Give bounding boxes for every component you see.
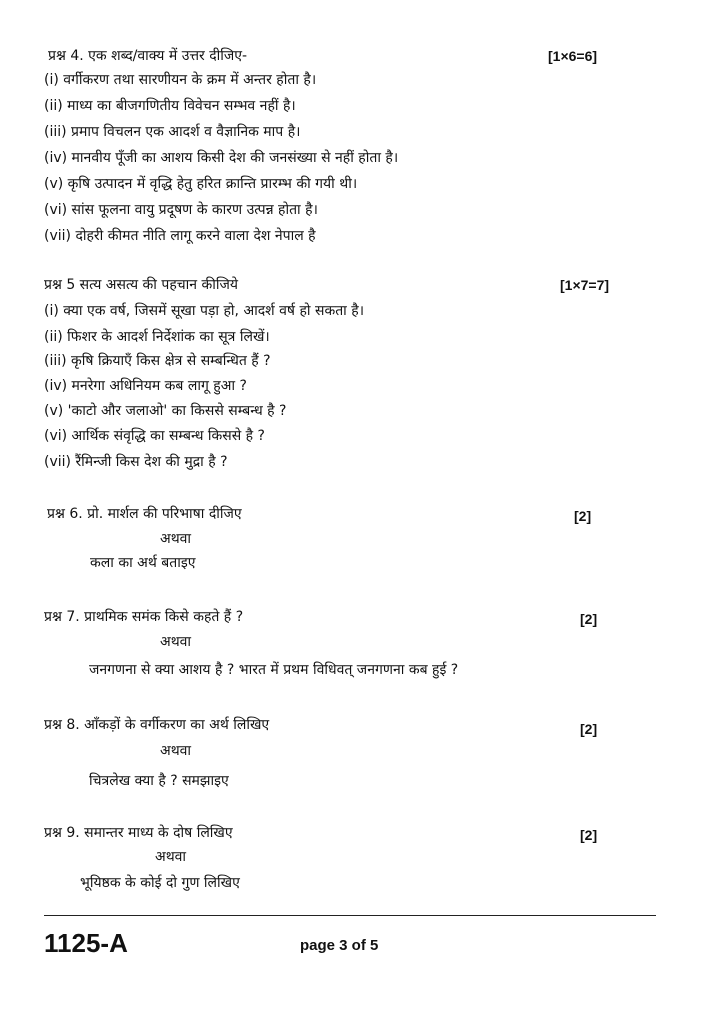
q5-item-4: (iv) मनरेगा अधिनियम कब लागू हुआ ? [44, 378, 247, 394]
q5-item-5: (v) 'काटो और जलाओ' का किससे सम्बन्ध है ? [44, 403, 287, 419]
q6-or: अथवा [160, 531, 192, 547]
q4-item-6: (vi) सांस फूलना वायु प्रदूषण के कारण उत्पन्न होता है। [44, 202, 318, 218]
q5-heading: प्रश्न 5 सत्य असत्य की पहचान कीजिये [44, 277, 239, 293]
q4-item-5: (v) कृषि उत्पादन में वृद्धि हेतु हरित क्रान्ति प्रारम्भ की गयी थी। [44, 176, 358, 192]
q6-alternate: कला का अर्थ बताइए [90, 555, 196, 571]
q8-marks: [2] [580, 721, 598, 737]
q5-item-7: (vii) रैंमिन्जी किस देश की मुद्रा है ? [44, 454, 228, 470]
q4-marks: [1×6=6] [548, 48, 598, 64]
q5-item-1: (i) क्या एक वर्ष, जिसमें सूखा पड़ा हो, आदर्श वर्ष हो सकता है। [44, 303, 365, 319]
q7-marks: [2] [580, 611, 598, 627]
page-number: page 3 of 5 [300, 937, 379, 954]
q8-question: प्रश्न 8. आँकड़ों के वर्गीकरण का अर्थ लिखिए [44, 717, 270, 733]
q7-alternate: जनगणना से क्या आशय है ? भारत में प्रथम विधिवत् जनगणना कब हुई ? [89, 662, 459, 678]
q4-item-4: (iv) मानवीय पूँजी का आशय किसी देश की जनसंख्या से नहीं होता है। [44, 150, 399, 166]
q9-or: अथवा [155, 849, 187, 865]
q5-item-2: (ii) फिशर के आदर्श निर्देशांक का सूत्र लिखें। [44, 329, 270, 345]
q4-item-3: (iii) प्रमाप विचलन एक आदर्श व वैज्ञानिक माप है। [44, 124, 301, 140]
q7-question: प्रश्न 7. प्राथमिक समंक किसे कहते हैं ? [44, 609, 244, 625]
paper-code: 1125-A [44, 928, 128, 958]
q6-marks: [2] [574, 508, 592, 524]
q9-marks: [2] [580, 827, 598, 843]
q4-heading: प्रश्न 4. एक शब्द/वाक्य में उत्तर दीजिए- [48, 48, 248, 64]
q5-marks: [1×7=7] [560, 277, 610, 293]
q4-item-1: (i) वर्गीकरण तथा सारणीयन के क्रम में अन्तर होता है। [44, 72, 317, 88]
q4-item-7: (vii) दोहरी कीमत नीति लागू करने वाला देश नेपाल है [44, 228, 316, 244]
q5-item-3: (iii) कृषि क्रियाएँ किस क्षेत्र से सम्बन्धित हैं ? [44, 353, 271, 369]
q5-item-6: (vi) आर्थिक संवृद्धि का सम्बन्ध किससे है ? [44, 428, 265, 444]
footer-divider [44, 915, 656, 916]
q7-or: अथवा [160, 634, 192, 650]
q9-alternate: भूयिष्ठक के कोई दो गुण लिखिए [80, 875, 240, 891]
q6-question: प्रश्न 6. प्रो. मार्शल की परिभाषा दीजिए [47, 506, 242, 522]
q8-or: अथवा [160, 743, 192, 759]
q8-alternate: चित्रलेख क्या है ? समझाइए [89, 773, 229, 789]
q9-question: प्रश्न 9. समान्तर माध्य के दोष लिखिए [44, 825, 233, 841]
q4-item-2: (ii) माध्य का बीजगणितीय विवेचन सम्भव नहीं है। [44, 98, 296, 114]
